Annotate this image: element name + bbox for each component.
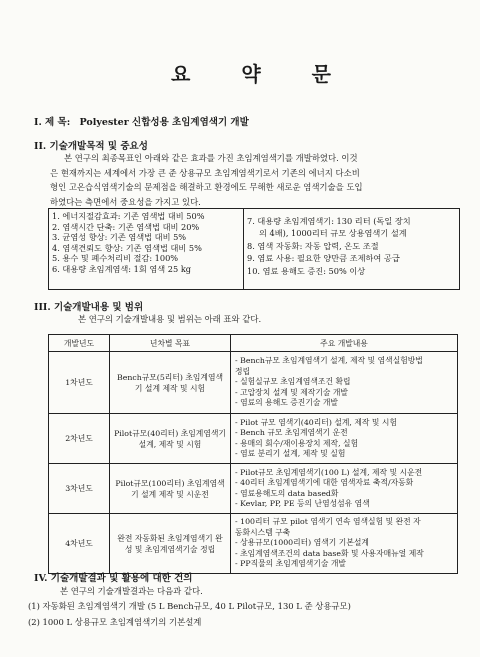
effect-item: 10. 염료 용해도 증진: 50% 이상 — [247, 265, 366, 276]
section-1-heading — [34, 114, 249, 128]
table-row — [49, 352, 458, 414]
content-line: - 염료용해도의 data based화 — [235, 488, 339, 498]
effect-item: 의 4배), 1000리터 규모 상용염색기 설계 — [259, 228, 407, 239]
content-cell — [231, 352, 458, 414]
content-cell — [231, 414, 458, 464]
effect-item: 4. 염색견뢰도 향상: 기존 염색법 대비 5% — [52, 242, 202, 253]
column-header: 년차별 목표 — [110, 335, 231, 352]
effect-item: 3. 균염성 향상: 기존 염색법 대비 5% — [52, 232, 187, 243]
section-3-intro — [78, 312, 478, 327]
table-row — [49, 464, 458, 514]
effect-item: 8. 염색 자동화: 자동 압력, 온도 조절 — [247, 240, 379, 251]
section-4-intro: 본 연구의 기술개발결과는 다음과 같다. — [60, 586, 203, 596]
column-header: 개발년도 — [49, 335, 110, 352]
effect-item: 2. 염색시간 단축: 기존 염색법 대비 20% — [52, 221, 200, 232]
effects-box — [48, 208, 460, 290]
content-line: 정립 — [235, 366, 251, 376]
content-line: - Pilot 규모 염색기(40리터) 설계, 제작 및 시험 — [235, 417, 397, 427]
year-cell: 1차년도 — [49, 352, 110, 414]
paragraph-line: 은 현재까지는 세계에서 가장 큰 준 상용규모 초임계염색기로서 기존의 에너지 다소비 — [50, 167, 360, 178]
content-cell — [231, 464, 458, 514]
content-line: - Pilot규모 초임계염색기(100 L) 설계, 제작 및 시운전 — [235, 467, 423, 477]
result-item: (2) 1000 L 상용규모 초임계염색기의 기본설계 — [28, 617, 202, 627]
column-header: 주요 개발내용 — [231, 335, 458, 352]
content-line: - 용매의 회수/재이용장치 제작, 실험 — [235, 438, 359, 448]
section-4-heading: IV. 기술개발결과 및 활용에 대한 건의 — [34, 573, 193, 584]
content-cell — [231, 514, 458, 574]
goal-cell: Pilot규모(40리터) 초임계염색기 설계, 제작 및 시험 — [110, 414, 231, 464]
year-cell: 4차년도 — [49, 514, 110, 574]
content-line: - 상용규모(1000리터) 염색기 기본설계 — [235, 538, 369, 548]
content-line: - 실험실규모 초임계염색조건 확립 — [235, 377, 351, 387]
effect-item: 6. 대용량 초임계염색: 1회 염색 25 kg — [52, 263, 192, 274]
paragraph-line: 본 연구의 최종목표인 아래와 같은 효과를 가진 초임계염색기를 개발하였다. 이것 — [64, 153, 358, 163]
content-line: - 고압장치 설계 및 제작기술 개발 — [235, 387, 348, 397]
goal-cell: Bench규모(5리터) 초임계염색기 설계 제작 및 시험 — [110, 352, 231, 414]
goal-cell: Pilot규모(100리터) 초임계염색기 설계 제작 및 시운전 — [110, 464, 231, 514]
effect-item: 1. 에너지절감효과: 기존 염색법 대비 50% — [52, 211, 205, 221]
content-line: - 초임계염색조건의 data base화 및 사용자매뉴얼 제작 — [235, 548, 424, 558]
content-line: - Bench규모 초임계염색기 설계, 제작 및 염색실험방법 — [235, 356, 423, 366]
content-line: 동화시스템 구축 — [235, 527, 291, 537]
intro-line: 본 연구의 기술개발내용 및 범위는 아래 표와 같다. — [78, 314, 262, 324]
content-line: - Kevlar, PP, PE 등의 난염성섬유 염색 — [235, 498, 370, 508]
section-2-heading: II. 기술개발목적 및 중요성 — [34, 141, 148, 152]
content-line: - 40리터 초임계염색기에 대한 염색자료 축적/자동화 — [235, 478, 414, 488]
effects-left-column — [49, 209, 244, 289]
table-row — [49, 414, 458, 464]
goal-cell: 완전 자동화된 초임계염색기 완성 및 초임계염색기술 정립 — [110, 514, 231, 574]
project-subject: Polyester 신합성용 초임계염색기 개발 — [79, 117, 249, 128]
effect-item: 5. 용수 및 폐수처리비 절감: 100% — [52, 253, 179, 264]
paragraph-line: 형인 고온습식염색기술의 문제점을 해결하고 환경에도 무해한 새로운 염색기술을 도입 — [50, 182, 363, 192]
year-cell: 2차년도 — [49, 414, 110, 464]
effect-item: 7. 대용량 초임계염색기: 130 리터 (독일 장치 — [247, 216, 411, 226]
result-item: (1) 자동화된 초임계염색기 개발 (5 L Bench규모, 40 L Pilot규모, 130 L 준 상용규모) — [28, 601, 351, 611]
paragraph-line: 하였다는 측면에서 중요성을 가지고 있다. — [50, 196, 201, 207]
section-2-paragraph — [50, 151, 450, 209]
content-line: - PP직물의 초임계염색기술 개발 — [235, 559, 346, 569]
content-line: - 염료 분리기 설계, 제작 및 실험 — [235, 448, 346, 458]
development-scope-table — [48, 334, 458, 574]
year-cell: 3차년도 — [49, 464, 110, 514]
table-row — [49, 514, 458, 574]
page-title: 요 약 문 — [171, 62, 353, 86]
table-header-row — [49, 335, 458, 352]
section-3-heading: III. 기술개발내용 및 범위 — [34, 302, 144, 313]
effects-right-column — [244, 209, 459, 289]
effect-item: 9. 염료 사용: 필요한 양만큼 조제하여 공급 — [247, 253, 400, 264]
content-line: - Bench 규모 초임계염색기 운전 — [235, 428, 348, 438]
content-line: - 100리터 규모 pilot 염색기 연속 염색실험 및 완전 자 — [235, 517, 421, 527]
section-1-label: I. 제 목: — [34, 117, 71, 128]
content-line: - 염료의 용해도 증진기술 개발 — [235, 398, 338, 408]
